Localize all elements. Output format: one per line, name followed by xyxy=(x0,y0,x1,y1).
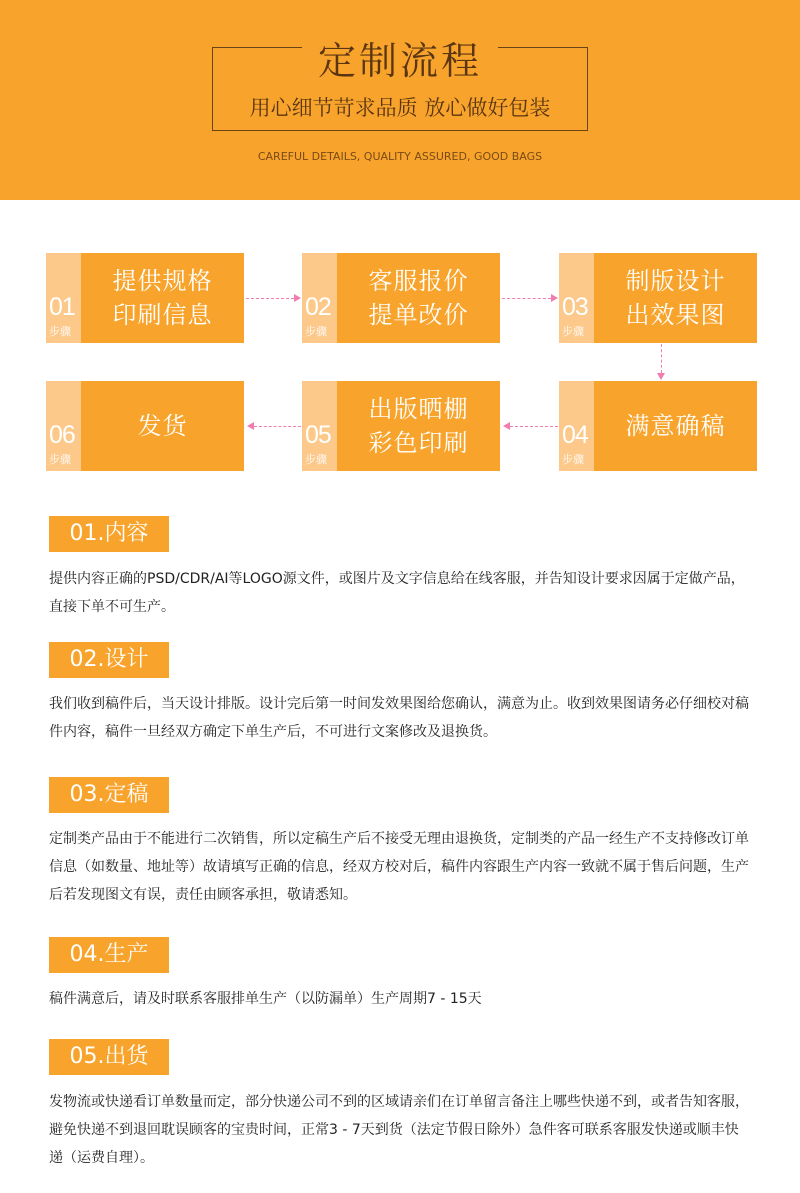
flow-arrow-line xyxy=(246,298,294,299)
step-text xyxy=(337,381,500,471)
step-number-label: 步骤 xyxy=(562,453,584,466)
section-body-design: 我们收到稿件后，当天设计排版。设计完后第一时间发效果图给您确认，满意为止。收到效果图请务必仔细校对稿件内容，稿件一旦经双方确定下单生产后，不可进行文案修改及退换货。 xyxy=(49,696,749,740)
step-text xyxy=(81,253,244,343)
step-number-label: 步骤 xyxy=(49,453,71,466)
process-step-1 xyxy=(46,253,244,343)
process-step-5 xyxy=(302,381,500,471)
step-text-line1: 满意确稿 xyxy=(625,412,726,440)
step-text-line1: 客服报价 xyxy=(368,267,469,295)
step-number: 06 xyxy=(49,421,75,449)
step-text xyxy=(594,381,757,471)
step-number-label: 步骤 xyxy=(49,325,71,338)
section-title-finalize: 03.定稿 xyxy=(49,777,169,813)
step-text-line1: 发货 xyxy=(137,412,188,440)
arrow-left-icon xyxy=(503,422,510,430)
section-title-content: 01.内容 xyxy=(49,516,169,552)
step-text-line1: 制版设计 xyxy=(625,267,726,295)
process-step-4 xyxy=(559,381,757,471)
flow-arrow-line xyxy=(510,426,558,427)
step-number: 03 xyxy=(562,293,588,321)
step-text-line2: 印刷信息 xyxy=(112,301,213,329)
header-banner xyxy=(0,0,800,200)
section-body-shipping: 发物流或快递看订单数量而定，部分快递公司不到的区域请亲们在订单留言备注上哪些快递不到，或者告知客服，避免快递不到退回耽误顾客的宝贵时间，正常3 - 7天到货（法定节假日除外）急件客可联系客服发快递或顺丰快递（运费自理）。 xyxy=(49,1094,749,1166)
step-number: 01 xyxy=(49,293,75,321)
section-title-design: 02.设计 xyxy=(49,642,169,678)
arrow-down-icon xyxy=(657,373,665,380)
step-number-label: 步骤 xyxy=(562,325,584,338)
step-text xyxy=(81,381,244,471)
page-title: 定制流程 xyxy=(317,39,482,83)
section-title-shipping: 05.出货 xyxy=(49,1039,169,1075)
step-text-line2: 彩色印刷 xyxy=(368,429,469,457)
step-text-line1: 出版晒棚 xyxy=(368,395,469,423)
step-number: 02 xyxy=(305,293,331,321)
section-body-production: 稿件满意后，请及时联系客服排单生产（以防漏单）生产周期7 - 15天 xyxy=(49,991,482,1007)
process-step-6 xyxy=(46,381,244,471)
step-number-label: 步骤 xyxy=(305,325,327,338)
flow-arrow-line xyxy=(254,426,301,427)
page-subtitle-english: CAREFUL DETAILS, QUALITY ASSURED, GOOD BAGS xyxy=(257,150,543,163)
arrow-left-icon xyxy=(247,422,254,430)
arrow-right-icon xyxy=(551,294,558,302)
page-subtitle: 用心细节苛求品质 放心做好包装 xyxy=(249,96,551,120)
arrow-right-icon xyxy=(294,294,301,302)
process-step-2 xyxy=(302,253,500,343)
step-text xyxy=(337,253,500,343)
process-step-3 xyxy=(559,253,757,343)
flow-arrow-line xyxy=(502,298,551,299)
section-body-content: 提供内容正确的PSD/CDR/AI等LOGO源文件，或图片及文字信息给在线客服，并告知设计要求因属于定做产品，直接下单不可生产。 xyxy=(49,571,745,615)
step-number: 04 xyxy=(562,421,588,449)
step-number: 05 xyxy=(305,421,331,449)
section-title-production: 04.生产 xyxy=(49,937,169,973)
step-text xyxy=(594,253,757,343)
step-number-label: 步骤 xyxy=(305,453,327,466)
flow-arrow-line xyxy=(661,344,662,373)
step-text-line2: 出效果图 xyxy=(625,301,726,329)
step-text-line1: 提供规格 xyxy=(112,267,213,295)
step-text-line2: 提单改价 xyxy=(368,301,469,329)
section-body-finalize: 定制类产品由于不能进行二次销售，所以定稿生产后不接受无理由退换货，定制类的产品一经生产不支持修改订单信息（如数量、地址等）故请填写正确的信息，经双方校对后，稿件内容跟生产内容一致就不属于售后问题，生产后若发现图文有误，责任由顾客承担，敬请悉知。 xyxy=(49,831,749,903)
